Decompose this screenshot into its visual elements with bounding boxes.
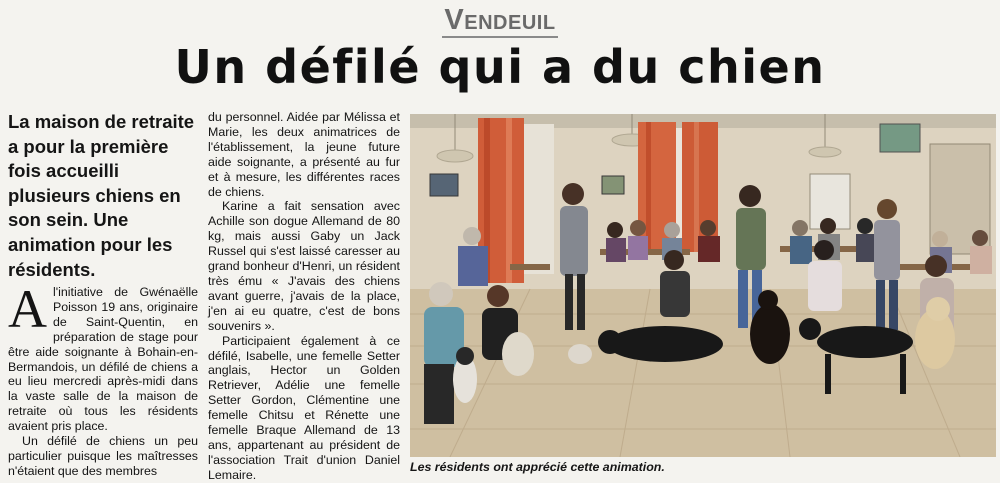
article-photo [410,114,996,457]
paragraph: du personnel. Aidée par Mélissa et Marie, les deux animatrices de l'établissement, la jeune future aide soignante, a présenté au fur et à mesure, les différentes races de chiens. [208,110,400,199]
photo-illustration [410,114,996,457]
article-lead: La maison de retraite a pour la première fois accueilli plusieurs chiens en son sein. Une animation pour les résidents. [8,111,195,280]
paragraph: Karine a fait sensation avec Achille son dogue Allemand de 80 kg, mais aussi Gaby un Jack Russel qui s'est laissé caresser au grand bonheur d'Henri, un résident très ému « J'avais des chiens avant guerre, j'avais de la place, j'en ai eu quatre, c'est de bons souvenirs ». [208,199,400,333]
paragraph: Un défilé de chiens un peu particulier puisque les maîtresses n'étaient que des membres [8,434,198,478]
article-column-2 [208,110,400,483]
article-column-1 [8,279,198,479]
paragraph [8,279,198,434]
kicker-text: Vendeuil [444,4,556,36]
photo-caption: Les résidents ont apprécié cette animation. [410,460,665,474]
paragraph: Participaient également à ce défilé, Isabelle, une femelle Setter anglais, Hector un Golden Retriever, Adélie une femelle Setter Gordon, Clémentine une femelle Chitsu et Rénette une femelle Braque Allemand de 13 ans, appartenant au président de l'association Trait d'union Daniel Lemaire. [208,333,400,482]
drop-cap: A [8,279,47,339]
article-kicker [0,4,1000,37]
article-headline: Un défilé qui a du chien [174,40,826,94]
paragraph-text: l'initiative de Gwénaëlle Poisson 19 ans, originaire de Saint-Quentin, en préparation de stage pour être aide soignante à Bohain-en-Bermandois, un défilé de chiens a eu lieu mercredi après-midi dans la vaste salle de la maison de retraite où tous les résidents avaient pris place. [8,285,198,434]
